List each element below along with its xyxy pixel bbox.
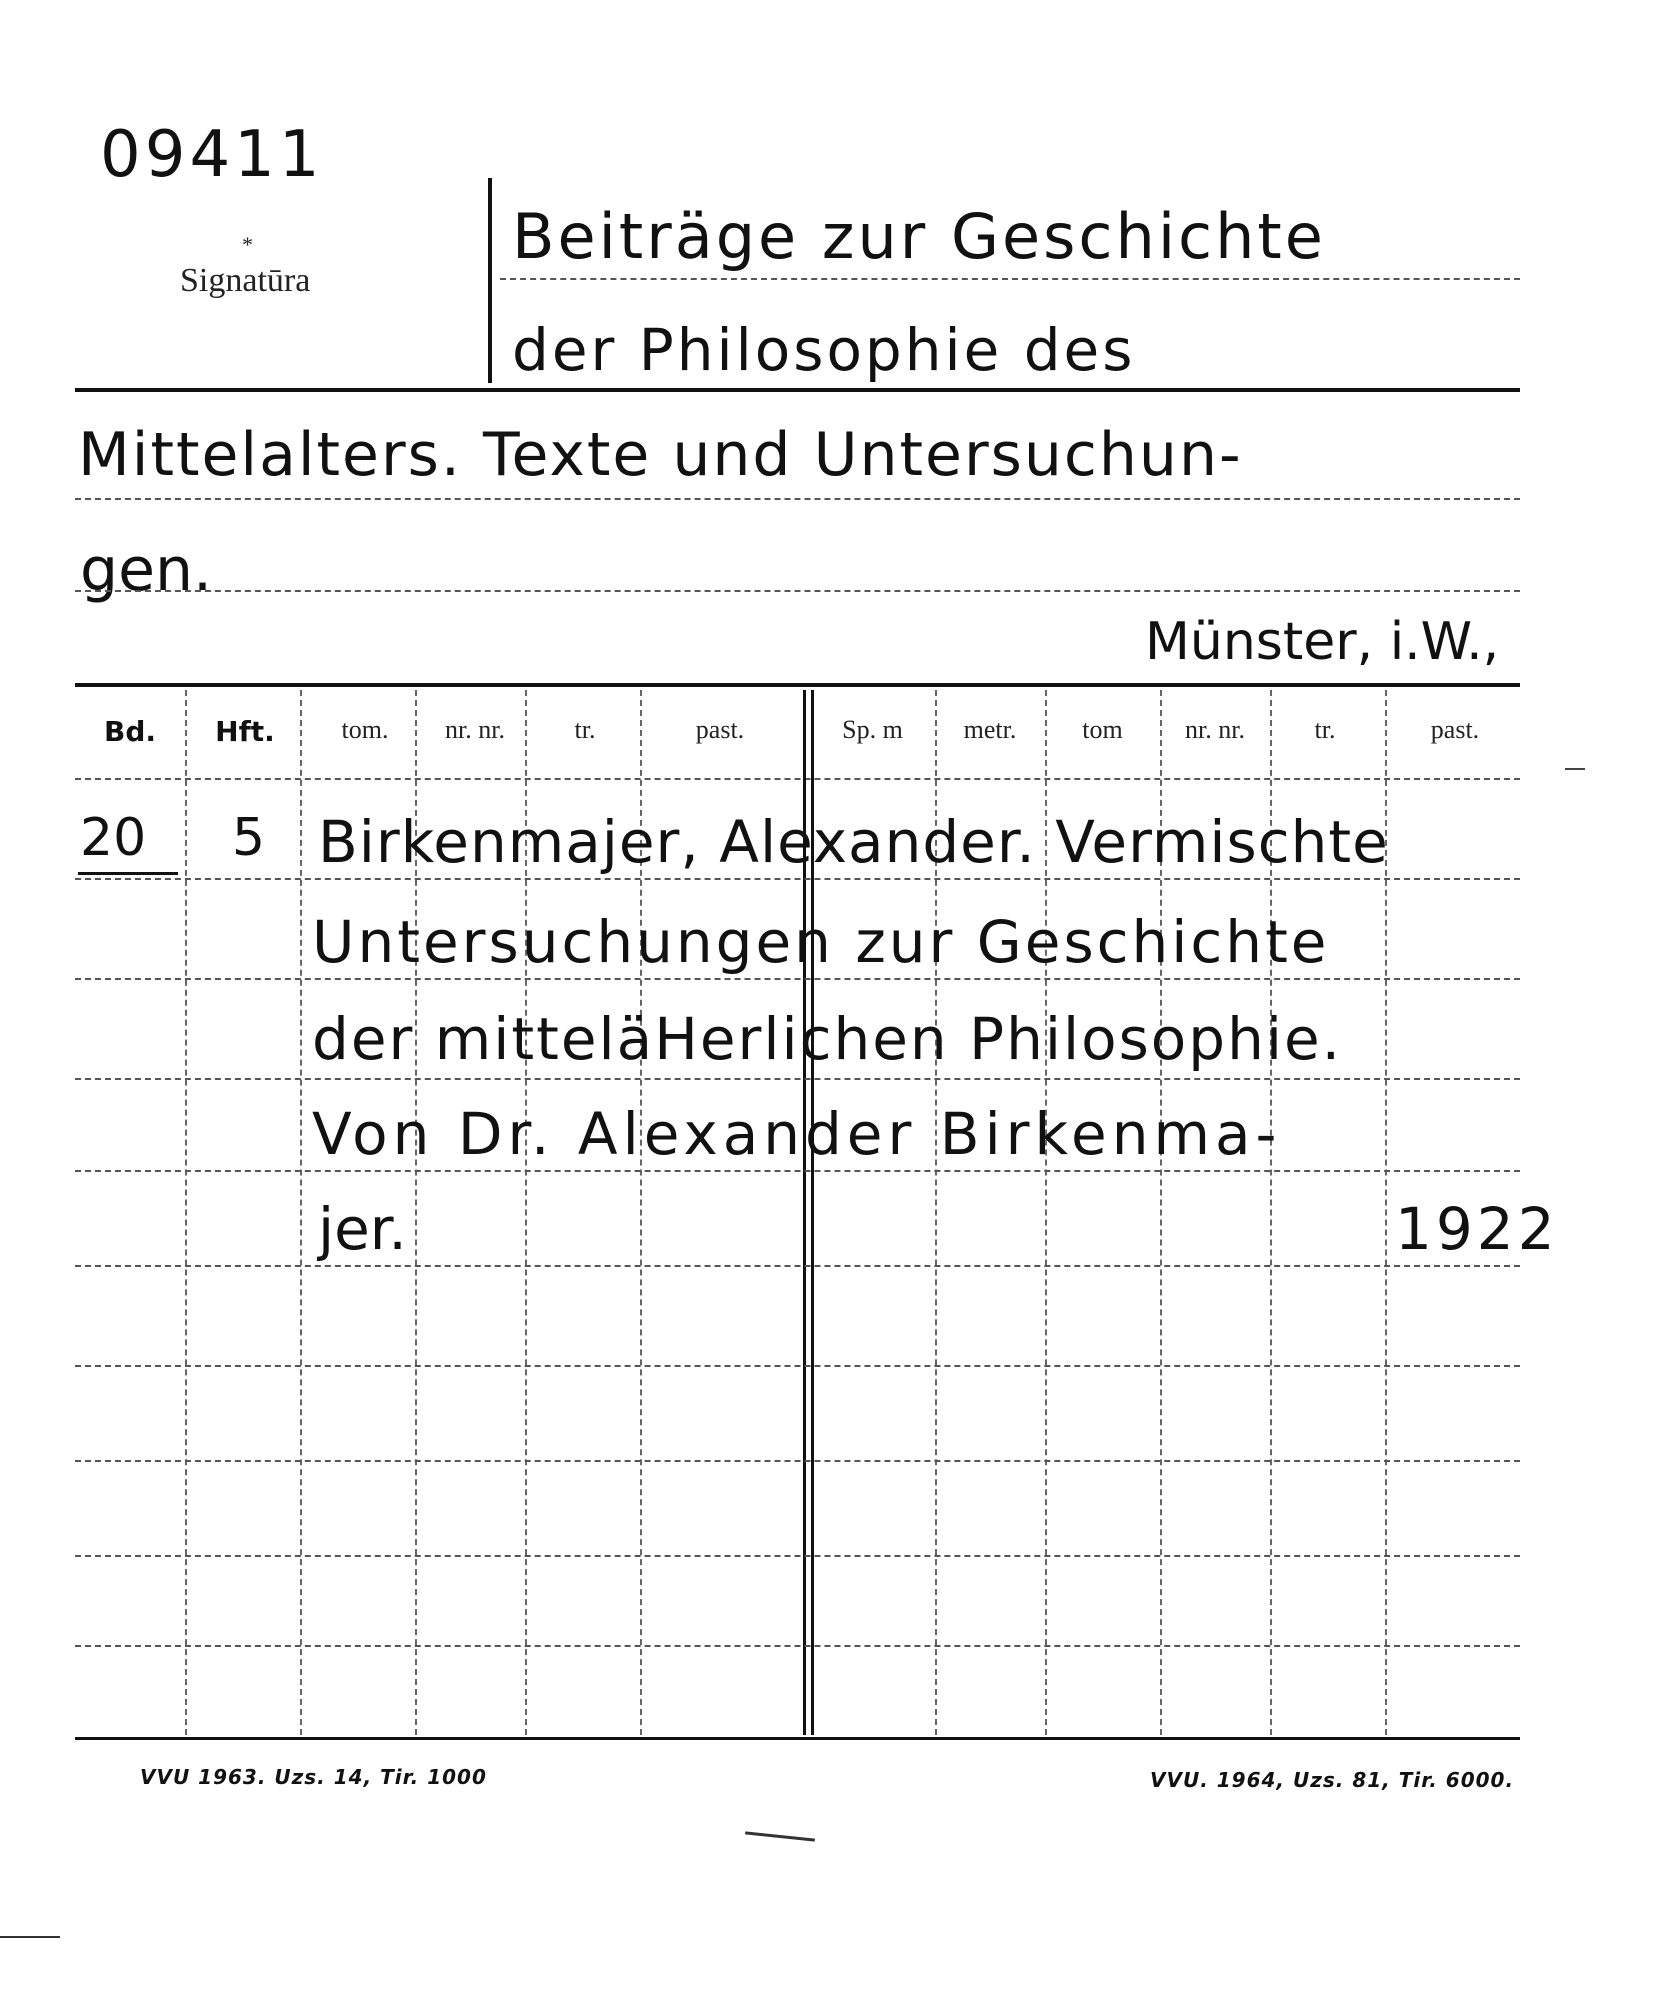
grid-row-1 bbox=[75, 878, 1520, 880]
rule-title-4 bbox=[75, 590, 1520, 592]
grid-row-7 bbox=[75, 1460, 1520, 1462]
col-header-spm: Sp. m bbox=[842, 715, 903, 744]
col-header-issue: Hft. bbox=[215, 715, 275, 748]
rule-header-top bbox=[75, 388, 1520, 392]
col-header-tom-left: tom. bbox=[341, 715, 389, 744]
place: Münster, i.W., bbox=[1145, 612, 1500, 672]
entry-year: 1922 bbox=[1395, 1195, 1559, 1263]
series-title-line-4: gen. bbox=[80, 535, 213, 605]
entry-line-3: der mitteläHerlichen Philosophie. bbox=[312, 1005, 1343, 1073]
grid-col-2 bbox=[300, 690, 302, 1735]
rule-title-1 bbox=[500, 278, 1520, 280]
col-header-nrnr-left: nr. nr. bbox=[445, 715, 505, 744]
grid-row-8 bbox=[75, 1555, 1520, 1557]
ink-mark-right-edge bbox=[1565, 768, 1585, 770]
grid-row-2 bbox=[75, 978, 1520, 980]
card-number: 09411 bbox=[100, 118, 324, 192]
grid-row-9 bbox=[75, 1645, 1520, 1647]
col-header-tr-right: tr. bbox=[1314, 715, 1336, 744]
series-title-line-1: Beiträge zur Geschichte bbox=[512, 200, 1326, 273]
footnote-right: VVU. 1964, Uzs. 81, Tir. 6000. bbox=[1150, 1768, 1515, 1792]
grid-row-4 bbox=[75, 1170, 1520, 1172]
grid-col-1 bbox=[185, 690, 187, 1735]
entry-volume-underline bbox=[78, 872, 178, 875]
entry-volume: 20 bbox=[80, 808, 147, 868]
rule-columns-bottom bbox=[75, 778, 1520, 780]
signature-label: Signatūra bbox=[180, 262, 311, 299]
grid-bottom bbox=[75, 1737, 1520, 1740]
ink-mark-corner bbox=[0, 1936, 60, 1938]
rule-columns-top bbox=[75, 683, 1520, 687]
entry-line-2: Untersuchungen zur Geschichte bbox=[312, 908, 1330, 976]
series-title-line-2: der Philosophie des bbox=[512, 316, 1136, 384]
col-header-metr: metr. bbox=[963, 715, 1017, 744]
grid-row-5 bbox=[75, 1265, 1520, 1267]
entry-line-4: Von Dr. Alexander Birkenma- bbox=[312, 1100, 1282, 1168]
col-header-nrnr-right: nr. nr. bbox=[1185, 715, 1245, 744]
title-separator bbox=[488, 178, 492, 383]
entry-line-1: Birkenmajer, Alexander. Vermischte bbox=[318, 808, 1389, 876]
grid-row-6 bbox=[75, 1365, 1520, 1367]
rule-title-3 bbox=[75, 498, 1520, 500]
entry-line-5: jer. bbox=[318, 1195, 407, 1263]
col-header-past-right: past. bbox=[1430, 715, 1480, 744]
col-header-past-left: past. bbox=[695, 715, 745, 744]
signature-asterisk: * bbox=[242, 232, 253, 257]
series-title-line-3: Mittelalters. Texte und Untersuchun- bbox=[78, 420, 1243, 490]
col-header-vol: Bd. bbox=[103, 715, 157, 748]
footnote-left: VVU 1963. Uzs. 14, Tir. 1000 bbox=[140, 1765, 487, 1789]
col-header-tr-left: tr. bbox=[574, 715, 596, 744]
col-header-tom-right: tom bbox=[1082, 715, 1123, 744]
entry-issue: 5 bbox=[232, 808, 266, 868]
grid-row-3 bbox=[75, 1078, 1520, 1080]
ink-mark-bottom bbox=[745, 1831, 815, 1841]
